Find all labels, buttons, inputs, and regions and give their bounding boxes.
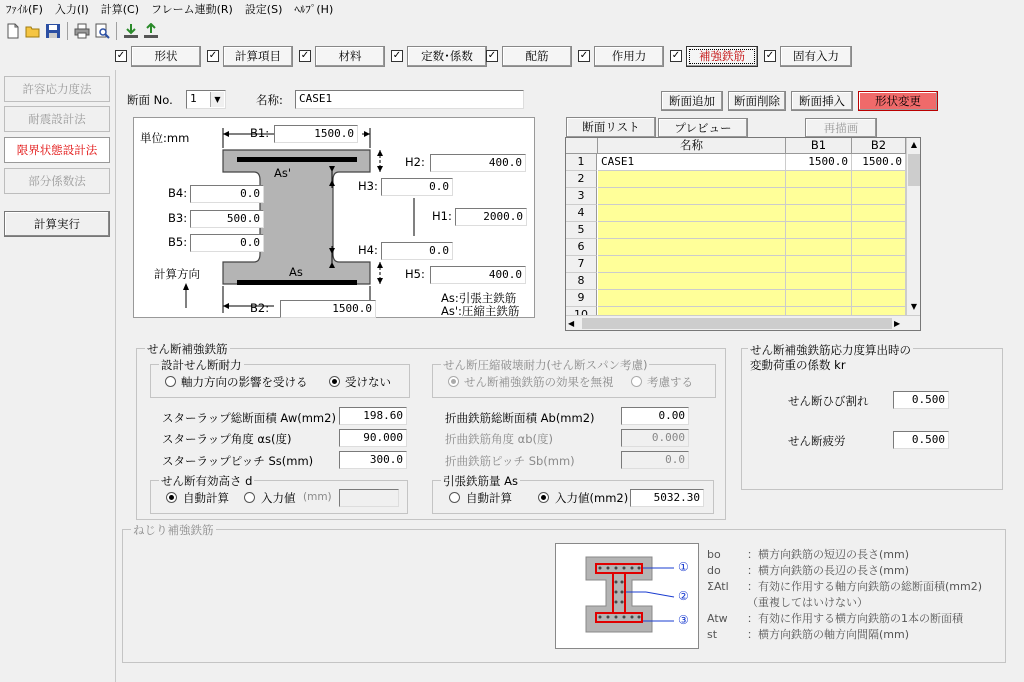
cell-b1[interactable] [786, 290, 852, 307]
b2-input[interactable]: 1500.0 [280, 300, 376, 318]
vertical-scrollbar[interactable] [906, 138, 921, 315]
export-icon[interactable] [143, 23, 159, 39]
bent-pitch-input[interactable]: 0.0 [621, 451, 689, 469]
bent-pitch-label: 折曲鉄筋ピッチ Sb(mm) [445, 454, 575, 468]
row-number: 9 [566, 290, 597, 307]
shear-fatigue-label: せん断疲労 [788, 434, 846, 448]
row-number: 3 [566, 188, 597, 205]
sidebar-item-seismic[interactable]: 耐震設計法 [4, 106, 110, 132]
d-auto-radio[interactable] [166, 492, 177, 503]
no-axial-effect-radio[interactable] [329, 376, 340, 387]
print-preview-icon[interactable] [94, 23, 110, 39]
legend-text: ：横方向鉄筋の長辺の長さ(mm) [747, 564, 910, 577]
save-icon[interactable] [45, 23, 61, 39]
as-input-field[interactable]: 5032.30 [630, 489, 704, 507]
cell-b2[interactable] [852, 256, 906, 273]
section-name-input[interactable]: CASE1 [295, 90, 524, 109]
cell-name[interactable] [598, 171, 786, 188]
arrow-icon [223, 303, 229, 309]
b1-input[interactable]: 1500.0 [274, 125, 358, 143]
table-row[interactable] [566, 273, 906, 290]
shear-crack-input[interactable]: 0.500 [893, 391, 949, 409]
calc-direction-label: 計算方向 [154, 267, 200, 281]
section-no-value: 1 [190, 92, 197, 105]
legend-text: （重複してはいけない） [747, 596, 868, 609]
tab-checkbox-reinforcement[interactable]: ✓ [671, 50, 681, 61]
cell-b2[interactable] [852, 188, 906, 205]
tab-constants-label: 定数･係数 [421, 49, 473, 63]
legend-symbol: bo [707, 548, 721, 561]
torsion-diagram [555, 543, 699, 649]
stirrup-pitch-input[interactable]: 300.0 [339, 451, 407, 469]
cell-b1[interactable] [786, 205, 852, 222]
sidebar-item-limit-state[interactable]: 限界状態設計法 [4, 137, 110, 163]
ab-input[interactable]: 0.00 [621, 407, 689, 425]
cell-name[interactable]: CASE1 [598, 154, 786, 171]
toolbar-divider [67, 22, 68, 40]
b2-label: B2: [250, 301, 270, 315]
cell-b2[interactable] [852, 273, 906, 290]
shear-crack-label: せん断ひび割れ [788, 394, 869, 408]
new-file-icon[interactable] [5, 23, 21, 39]
h1-input[interactable]: 2000.0 [455, 208, 527, 226]
tab-calc-items-label: 計算項目 [235, 49, 281, 63]
table-row[interactable] [566, 171, 906, 188]
axial-effect-label: 軸力方向の影響を受ける [181, 375, 308, 389]
tab-constants[interactable] [407, 46, 487, 67]
cell-name[interactable] [598, 188, 786, 205]
tab-calc-items[interactable] [223, 46, 293, 67]
tab-force-label: 作用力 [611, 49, 647, 63]
scroll-left-icon[interactable]: ◀ [568, 319, 575, 328]
torsion-i-beam-diagram [556, 544, 698, 648]
legend-item [707, 594, 868, 610]
ignore-effect-label: せん断補強鉄筋の効果を無視 [464, 375, 614, 389]
d-unit-label: (mm) [303, 491, 332, 503]
unit-label: 単位:mm [140, 131, 190, 145]
h2-input[interactable]: 400.0 [430, 154, 526, 172]
cell-name[interactable] [598, 290, 786, 307]
b3-input[interactable]: 500.0 [190, 210, 264, 228]
open-folder-icon[interactable] [25, 23, 41, 39]
tension-rebar [237, 280, 357, 285]
tab-checkbox-force[interactable]: ✓ [579, 50, 589, 61]
legend-item [707, 562, 909, 578]
as-input-radio[interactable] [538, 492, 549, 503]
coef-title-2: 変動荷重の係数 kr [750, 358, 846, 372]
toolbar-divider [116, 22, 117, 40]
cell-name[interactable] [598, 222, 786, 239]
cell-b1[interactable] [786, 222, 852, 239]
marker-3: ③ [678, 613, 689, 627]
table-row[interactable] [566, 222, 906, 239]
delete-section-button[interactable]: 断面削除 [728, 91, 786, 111]
legend-item [707, 610, 963, 626]
tab-reinforcement-label: 補強鉄筋 [699, 49, 745, 63]
cell-b2[interactable]: 1500.0 [852, 154, 906, 171]
cell-name[interactable] [598, 205, 786, 222]
sidebar-item-allowable-stress[interactable]: 許容応力度法 [4, 76, 110, 102]
tab-section-list[interactable]: 断面リスト [566, 117, 656, 137]
row-number: 6 [566, 239, 597, 256]
tab-rebar-label: 配筋 [525, 49, 549, 63]
run-calculation-button[interactable]: 計算実行 [4, 211, 110, 237]
d-auto-label: 自動計算 [183, 491, 229, 505]
as-auto-radio[interactable] [449, 492, 460, 503]
tab-checkbox-constants[interactable]: ✓ [392, 50, 402, 61]
horizontal-scrollbar[interactable] [566, 315, 921, 331]
h1-label: H1: [432, 209, 452, 223]
table-row[interactable] [566, 154, 906, 171]
scroll-thumb-horizontal[interactable] [582, 318, 892, 329]
stirrup-angle-input[interactable]: 90.000 [339, 429, 407, 447]
tab-material[interactable] [315, 46, 385, 67]
tab-preview[interactable]: プレビュー [658, 118, 748, 138]
column-header-name: 名称 [598, 138, 786, 154]
as-prime-label: As' [274, 166, 292, 180]
scroll-right-icon[interactable]: ▶ [894, 319, 901, 328]
table-row[interactable] [566, 290, 906, 307]
toolbar [0, 19, 1024, 43]
effective-height-title: せん断有効高さ d [161, 474, 253, 488]
legend-symbol: do [707, 564, 721, 577]
h4-label: H4: [358, 243, 378, 257]
tab-material-label: 材料 [338, 49, 362, 63]
row-number: 2 [566, 171, 597, 188]
table-row[interactable] [566, 256, 906, 273]
h3-input[interactable]: 0.0 [381, 178, 453, 196]
shear-fatigue-input[interactable]: 0.500 [893, 431, 949, 449]
legend-text: ：横方向鉄筋の短辺の長さ(mm) [747, 548, 910, 561]
legend-text: ：横方向鉄筋の軸方向間隔(mm) [747, 628, 910, 641]
h4-input[interactable]: 0.0 [381, 242, 453, 260]
bent-angle-input[interactable]: 0.000 [621, 429, 689, 447]
as-auto-label: 自動計算 [466, 491, 512, 505]
consider-effect-label: 考慮する [647, 375, 693, 389]
legend-item [707, 546, 909, 562]
arrow-icon [223, 131, 229, 137]
stirrup-angle-label: スターラップ角度 αs(度) [162, 432, 292, 446]
row-number: 8 [566, 273, 597, 290]
section-no-label: 断面 No. [127, 93, 173, 107]
h5-label: H5: [405, 267, 425, 281]
cell-b1[interactable]: 1500.0 [786, 154, 852, 171]
legend-symbol: Atw [707, 612, 728, 625]
cell-name[interactable] [598, 256, 786, 273]
arrow-icon [364, 131, 370, 137]
menu-calc[interactable]: 計算(C) [100, 3, 140, 16]
axial-effect-radio[interactable] [165, 376, 176, 387]
tension-note: As:引張主鉄筋 [441, 291, 517, 305]
tab-checkbox-shape[interactable]: ✓ [116, 50, 126, 61]
cell-b2[interactable] [852, 290, 906, 307]
d-input-field[interactable] [339, 489, 399, 507]
legend-item [707, 578, 982, 594]
table-corner [566, 138, 598, 154]
menu-file[interactable]: ﾌｧｲﾙ(F) [6, 3, 43, 16]
sidebar-item-partial-factor[interactable]: 部分係数法 [4, 168, 110, 194]
input-tab-bar [0, 44, 1024, 69]
compression-failure-title: せん断圧縮破壊耐力(せん断スパン考慮) [443, 358, 648, 372]
leader-line-2b [646, 592, 674, 597]
tab-shape-label: 形状 [154, 49, 178, 63]
b4-label: B4: [168, 186, 188, 200]
cell-name[interactable] [598, 273, 786, 290]
method-sidebar [0, 70, 116, 682]
tension-rebar-title: 引張鉄筋量 As [443, 474, 519, 488]
b4-input[interactable]: 0.0 [190, 185, 264, 203]
h2-label: H2: [405, 155, 425, 169]
compression-rebar [237, 157, 357, 162]
cell-name[interactable] [598, 239, 786, 256]
tab-checkbox-material[interactable]: ✓ [300, 50, 310, 61]
legend-symbol: ΣAtl [707, 580, 729, 593]
add-section-button[interactable]: 断面追加 [661, 91, 723, 111]
row-number: 5 [566, 222, 597, 239]
legend-text: ：有効に作用する横方向鉄筋の1本の断面積 [747, 612, 963, 625]
insert-section-button[interactable]: 断面挿入 [791, 91, 853, 111]
marker-1: ① [678, 560, 689, 574]
row-number: 1 [566, 154, 597, 171]
b1-label: B1: [250, 126, 270, 140]
cell-b1[interactable] [786, 239, 852, 256]
b5-label: B5: [168, 235, 188, 249]
cell-b1[interactable] [786, 171, 852, 188]
column-header-b2: B2 [852, 138, 906, 154]
cell-b1[interactable] [786, 256, 852, 273]
cell-b2[interactable] [852, 205, 906, 222]
row-number: 4 [566, 205, 597, 222]
b5-input[interactable]: 0.0 [190, 234, 264, 252]
redraw-button[interactable]: 再描画 [805, 118, 877, 138]
tab-checkbox-calc-items[interactable]: ✓ [208, 50, 218, 61]
menu-input[interactable]: 入力(I) [54, 3, 89, 16]
import-icon[interactable] [123, 23, 139, 39]
table-row[interactable] [566, 239, 906, 256]
tab-force[interactable] [594, 46, 664, 67]
no-axial-effect-label: 受けない [345, 375, 391, 389]
torsion-title: ねじり補強鉄筋 [133, 523, 214, 537]
print-icon[interactable] [74, 23, 90, 39]
change-shape-button[interactable]: 形状変更 [858, 91, 938, 111]
marker-2: ② [678, 589, 689, 603]
stirrup-pitch-label: スターラップピッチ Ss(mm) [162, 454, 314, 468]
row-number: 7 [566, 256, 597, 273]
shape-diagram-panel [133, 117, 535, 318]
legend-text: ：有効に作用する軸方向鉄筋の総断面積(mm2) [747, 580, 983, 593]
d-input-label: 入力値 [261, 491, 296, 505]
tab-checkbox-rebar[interactable]: ✓ [487, 50, 497, 61]
cell-b2[interactable] [852, 222, 906, 239]
menu-help[interactable]: ﾍﾙﾌﾟ(H) [294, 3, 334, 16]
consider-effect-radio[interactable] [631, 376, 642, 387]
as-label: As [289, 265, 303, 279]
tab-reinforcement[interactable] [686, 46, 758, 67]
menu-bar [0, 0, 1024, 19]
h5-input[interactable]: 400.0 [430, 266, 526, 284]
arrow-up-icon [183, 283, 189, 290]
b3-label: B3: [168, 211, 188, 225]
tab-specific-label: 固有入力 [793, 49, 839, 63]
compression-note: As':圧縮主鉄筋 [441, 304, 520, 318]
section-name-label: 名称: [256, 93, 283, 107]
section-list-table [565, 137, 921, 331]
bent-angle-label: 折曲鉄筋角度 αb(度) [445, 432, 554, 446]
shear-group-title: せん断補強鉄筋 [147, 342, 228, 356]
ignore-effect-radio[interactable] [448, 376, 459, 387]
column-header-b1: B1 [786, 138, 852, 154]
legend-item [707, 626, 909, 642]
d-input-radio[interactable] [244, 492, 255, 503]
aw-input[interactable]: 198.60 [339, 407, 407, 425]
cell-b1[interactable] [786, 273, 852, 290]
aw-label: スターラップ総断面積 Aw(mm2) [162, 411, 336, 425]
menu-frame[interactable]: フレーム連動(R) [151, 3, 233, 16]
menu-settings[interactable]: 設定(S) [244, 3, 283, 16]
tab-checkbox-specific[interactable]: ✓ [765, 50, 775, 61]
cell-b1[interactable] [786, 188, 852, 205]
scroll-up-icon[interactable]: ▲ [910, 140, 918, 149]
design-shear-title: 設計せん断耐力 [161, 358, 242, 372]
table-row[interactable] [566, 205, 906, 222]
cell-b2[interactable] [852, 171, 906, 188]
table-row[interactable] [566, 188, 906, 205]
tab-shape[interactable] [131, 46, 201, 67]
h3-label: H3: [358, 179, 378, 193]
chevron-down-icon[interactable]: ▼ [210, 92, 224, 107]
tab-specific[interactable] [780, 46, 852, 67]
tab-rebar[interactable] [502, 46, 572, 67]
cell-b2[interactable] [852, 239, 906, 256]
as-input-label: 入力値(mm2) [555, 491, 629, 505]
legend-symbol: st [707, 628, 718, 641]
ab-label: 折曲鉄筋総断面積 Ab(mm2) [445, 411, 595, 425]
scroll-down-icon[interactable]: ▼ [910, 302, 918, 311]
scroll-thumb[interactable] [908, 154, 920, 186]
coef-title-1: せん断補強鉄筋応力度算出時の [750, 343, 911, 357]
